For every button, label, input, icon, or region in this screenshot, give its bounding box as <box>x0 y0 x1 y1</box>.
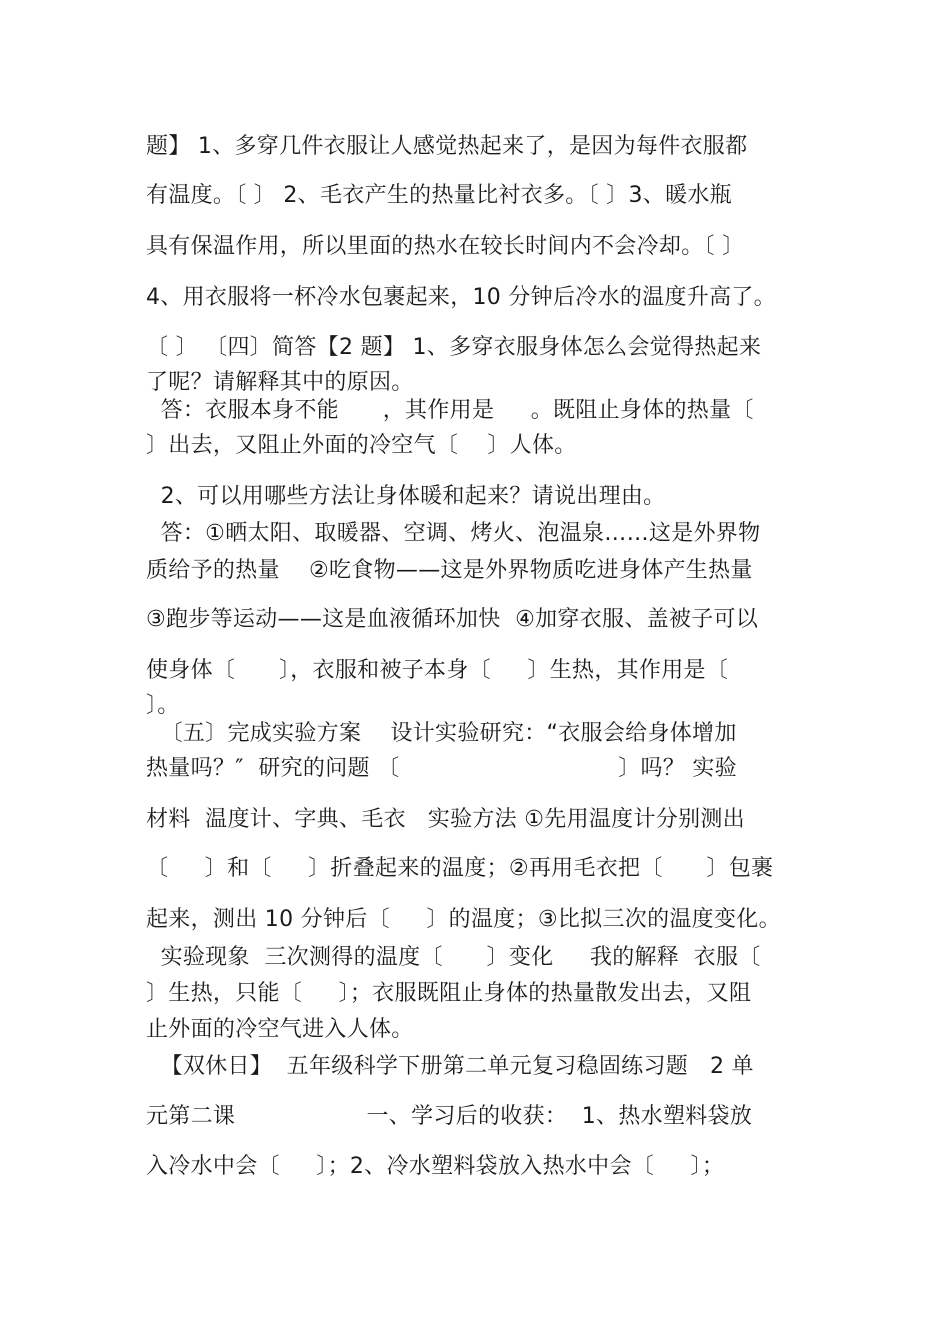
text-line: 〕出去，又阻止外面的冷空气〔 〕人体。 <box>146 433 577 458</box>
text-line: 〔五〕完成实验方案 设计实验研究：“衣服会给身体增加 <box>146 721 737 746</box>
text-line: 〕生热，只能〔 〕；衣服既阻止身体的热量散发出去，又阻 <box>146 981 752 1006</box>
text-line: 〔 〕 〔四〕简答【2 题】 1、多穿衣服身体怎么会觉得热起来 <box>146 335 762 360</box>
text-line: 热量吗？″ 研究的问题 〔 〕吗？ 实验 <box>146 756 737 781</box>
text-line: 【双休日】 五年级科学下册第二单元复习稳固练习题 2 单 <box>146 1054 754 1079</box>
text-line: 材料 温度计、字典、毛衣 实验方法 ①先用温度计分别测出 <box>146 807 745 832</box>
text-line: 元第二课 一、学习后的收获： 1、热水塑料袋放 <box>146 1104 753 1129</box>
text-line: 使身体〔 〕，衣服和被子本身〔 〕生热，其作用是〔 <box>146 658 729 683</box>
text-line: 题】 1、多穿几件衣服让人感觉热起来了，是因为每件衣服都 <box>146 134 748 159</box>
text-line: 4、用衣服将一杯冷水包裹起来，10 分钟后冷水的温度升高了。 <box>146 285 776 310</box>
text-line: 〔 〕和〔 〕折叠起来的温度；②再用毛衣把〔 〕包裹 <box>146 856 774 881</box>
text-line: 具有保温作用，所以里面的热水在较长时间内不会冷却。〔 〕 <box>146 234 745 259</box>
text-line: 起来，测出 10 分钟后〔 〕的温度；③比拟三次的温度变化。 <box>146 907 781 932</box>
text-line: 有温度。〔 〕 2、毛衣产生的热量比衬衣多。〔 〕3、暖水瓶 <box>146 183 732 208</box>
text-line: 实验现象 三次测得的温度〔 〕变化 我的解释 衣服〔 <box>146 945 761 970</box>
text-line: 答：①晒太阳、取暖器、空调、烤火、泡温泉……这是外界物 <box>146 521 761 546</box>
text-line: 〕。 <box>146 693 180 718</box>
text-line: 止外面的冷空气进入人体。 <box>146 1017 414 1042</box>
text-line: 入冷水中会〔 〕；2、冷水塑料袋放入热水中会〔 〕； <box>146 1154 725 1179</box>
text-line: 答：衣服本身不能 ，其作用是 。既阻止身体的热量〔 <box>146 398 754 423</box>
text-line: 2、可以用哪些方法让身体暖和起来？请说出理由。 <box>146 484 666 509</box>
text-line: 了呢？请解释其中的原因。 <box>146 370 414 395</box>
text-line: 质给予的热量 ②吃食物——这是外界物质吃进身体产生热量 <box>146 558 753 583</box>
text-line: ③跑步等运动——这是血液循环加快 ④加穿衣服、盖被子可以 <box>146 607 759 632</box>
